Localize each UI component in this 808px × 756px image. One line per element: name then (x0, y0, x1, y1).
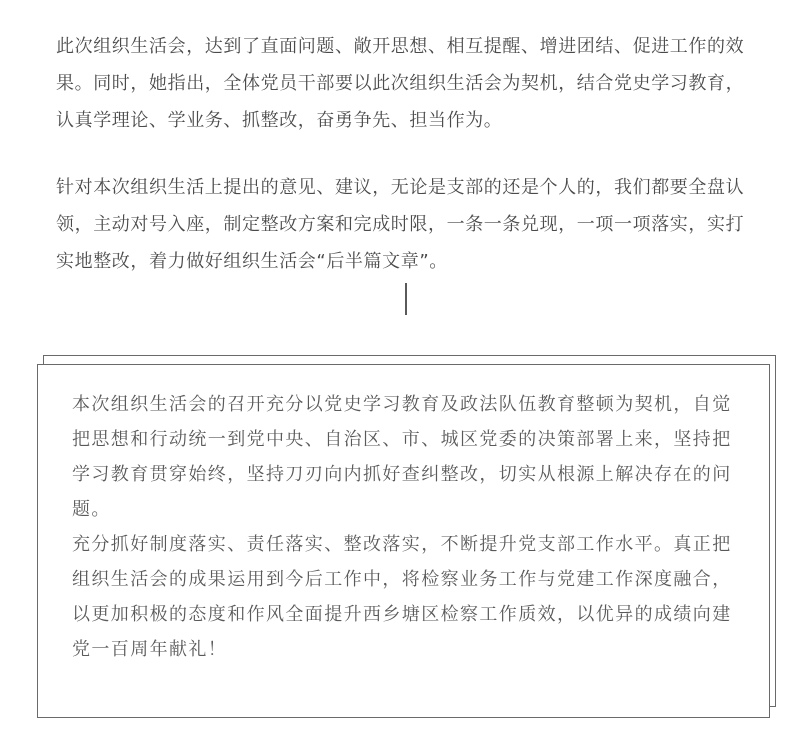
summary-paragraph-1: 本次组织生活会的召开充分以党史学习教育及政法队伍教育整顿为契机，自觉把思想和行动统一到党中央、自治区、市、城区党委的决策部署上来，坚持把学习教育贯穿始终，坚持刀刃向内抓好查纠整改，切实从根源上解决存在的问题。 (72, 394, 732, 520)
summary-paragraph-2: 充分抓好制度落实、责任落实、整改落实，不断提升党支部工作水平。真正把组织生活会的成果运用到今后工作中，将检察业务工作与党建工作深度融合，以更加积极的态度和作风全面提升西乡塘区检察工作质效，以优异的成绩向建党一百周年献礼！ (72, 534, 732, 660)
article-paragraph-2: 针对本次组织生活上提出的意见、建议，无论是支部的还是个人的，我们都要全盘认领，主动对号入座，制定整改方案和完成时限，一条一条兑现，一项一项落实，实打实地整改，着力做好组织生活会“后半篇文章”。 (56, 177, 745, 272)
article-paragraph-1: 此次组织生活会，达到了直面问题、敞开思想、相互提醒、增进团结、促进工作的效果。同时，她指出，全体党员干部要以此次组织生活会为契机，结合党史学习教育，认真学理论、学业务、抓整改，奋勇争先、担当作为。 (56, 36, 745, 131)
vertical-divider (405, 283, 407, 315)
